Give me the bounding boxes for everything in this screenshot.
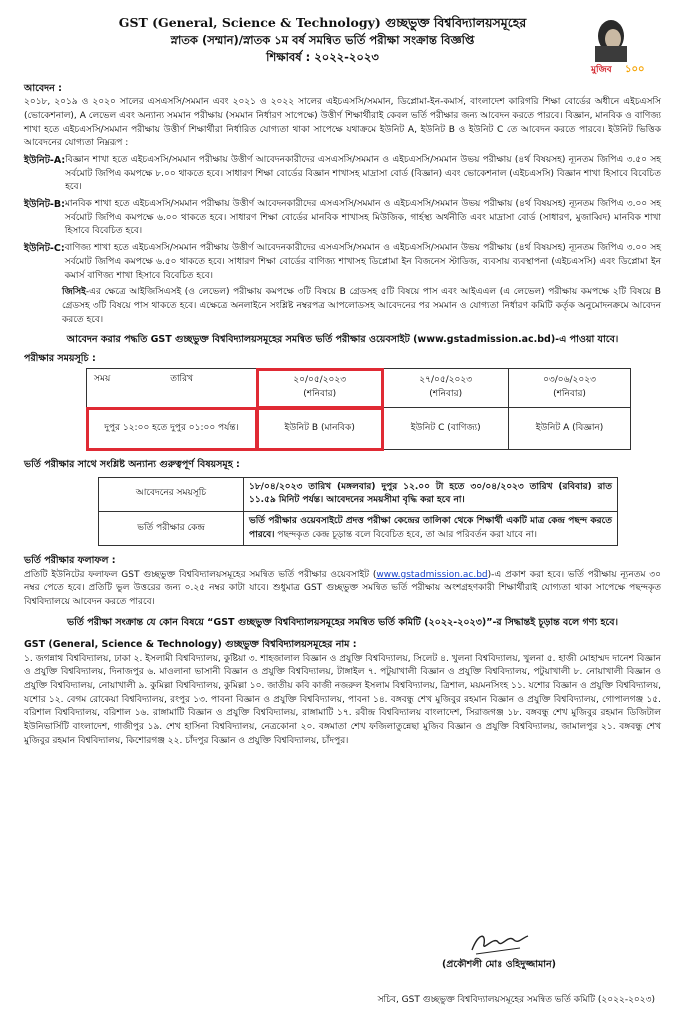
schedule-date-cell <box>257 369 383 408</box>
notice-header <box>24 14 661 80</box>
header-subtitle: স্নাতক (সম্মান)/স্নাতক ১ম বর্ষ সমন্বিত ভর্তি পরীক্ষা সংক্রান্ত বিজ্ঞপ্তি <box>170 33 475 48</box>
important-key: ভর্তি পরীক্ষার কেন্দ্র <box>99 511 244 545</box>
schedule-heading: পরীক্ষার সময়সূচি : <box>24 352 96 364</box>
universities-heading: GST (General, Science & Technology) গুচ্ছভুক্ত বিশ্ববিদ্যালয়সমূহের নাম : <box>24 639 357 651</box>
result-text-before: প্রতিটি ইউনিটের ফলাফল GST গুচ্ছভুক্ত বিশ্ববিদ্যালয়সমূহের সমন্বিত ভর্তি পরীক্ষার ওয়েবসাইট ( <box>24 569 377 580</box>
schedule-unit-cell: ইউনিট C (বাণিজ্য) <box>383 408 509 450</box>
signatory-name: (প্রকৌশলী মোঃ ওহিদুজ্জামান) <box>441 959 557 970</box>
unit-a-text: বিজ্ঞান শাখা হতে এইচএসসি/সমমান পরীক্ষায় উত্তীর্ণ আবেদনকারীদের এসএসসি/সমমান ও এইচএসসি/সমমান উভয় পরীক্ষায় (৪র্থ বিষয়সহ) ন্যূনতম জিপিএ ৩.৫০ সহ সর্বমোট জিপিএ কমপক্ষে ৮.০০ থাকতে হবে। সাধারণ শিক্ষা বোর্ডের বিজ্ঞান শাখাসহ মাদ্রাসা বোর্ড (বিজ্ঞান) এবং ভোকেশনাল (এইচএসসি) বিজ্ঞান শাখা হিসাবে বিবেচিত হবে। <box>65 155 661 193</box>
unit-b-label: ইউনিট-B: <box>24 199 65 211</box>
important-value-rest: পছন্দকৃত কেন্দ্র চূড়ান্ত বলে বিবেচিত হবে, তা আর পরিবর্তন করা যাবে না। <box>274 529 537 540</box>
important-heading: ভর্তি পরীক্ষার সাথে সংশ্লিষ্ট অন্যান্য গুরুত্বপূর্ণ বিষয়সমূহ : <box>24 459 240 471</box>
application-method: আবেদন করার পদ্ধতি GST গুচ্ছভুক্ত বিশ্ববিদ্যালয়সমূহের সমন্বিত ভর্তি পরীক্ষার ওয়েবসাইট (www.gstadmission.ac.bd)-এ পাওয়া যাবে। <box>66 334 619 346</box>
time-header: সময় <box>94 374 111 385</box>
schedule-date-cell <box>383 369 509 408</box>
result-heading: ভর্তি পরীক্ষার ফলাফল : <box>24 555 116 567</box>
schedule-time-cell: দুপুর ১২:০০ হতে দুপুর ০১:০০ পর্যন্ত। <box>87 408 257 450</box>
unit-b-eligibility <box>24 198 661 239</box>
gce-text: -এর ক্ষেত্রে আইজিসিএসই (ও লেভেল) পরীক্ষায় কমপক্ষে ৩টি বিষয়ে B গ্রেডসহ ৫টি বিষয়ে পাস এবং আইএএল (এ লেভেল) পরীক্ষায় কমপক্ষে ২টি বিষয়ে B গ্রেডসহ ৩টি বিষয়ে পাস থাকতে হবে। এক্ষেত্রে অনলাইনে সংশ্লিষ্ট নম্বরপত্র আপলোডসহ আবেদনের পর সমমান ও যোগ্যতা নির্ধারণ কমিটি কর্তৃক অনুমোদনক্রমে আবেদন করতে হবে। <box>62 287 661 325</box>
important-value <box>244 511 618 545</box>
important-value-bold: ভর্তি পরীক্ষার ওয়েবসাইটে প্রদত্ত পরীক্ষা কেন্দ্রের তালিকা থেকে শিক্ষার্থী একটি মাত্র কেন্দ্র পছন্দ করতে পারবে। <box>249 515 612 540</box>
header-title: GST (General, Science & Technology) গুচ্ছভুক্ত বিশ্ববিদ্যালয়সমূহের <box>118 15 527 30</box>
svg-text:১০০: ১০০ <box>625 64 645 75</box>
result-text-after: )-এ প্রকাশ করা হবে। ভর্তি পরীক্ষায় ন্যূনতম ৩০ নম্বর পেতে হবে। প্রতিটি ভুল উত্তরের জন্য ০.২৫ নম্বর কাটা যাবে। শুধুমাত্র GST গুচ্ছভুক্ত সমন্বিত ভর্তি পরীক্ষায় অংশগ্রহণকারী শিক্ষার্থীরাই যোগ্যতা থাকা সাপেক্ষে পছন্দকৃত বিশ্ববিদ্যালয়ে আবেদন করতে পারবে। <box>24 569 661 607</box>
gce-eligibility <box>24 286 661 327</box>
schedule-unit-cell: ইউনিট B (মানবিক) <box>257 408 383 450</box>
schedule-unit-cell: ইউনিট A (বিজ্ঞান) <box>509 408 631 450</box>
unit-c-eligibility <box>24 242 661 283</box>
unit-b-text: মানবিক শাখা হতে এইচএসসি/সমমান পরীক্ষায় উত্তীর্ণ আবেদনকারীদের এসএসসি/সমমান ও এইচএসসি/সমমান উভয় পরীক্ষায় (৪র্থ বিষয়সহ) ন্যূনতম জিপিএ ৩.০০ সহ সর্বমোট জিপিএ কমপক্ষে ৬.০০ থাকতে হবে। সাধারণ শিক্ষা বোর্ডের মানবিক শাখাসহ মিউজিক, গার্হস্থ্য অর্থনীতি এবং মাদ্রাসা বোর্ড (সাধারণ, মুজাব্বিদ) মানবিক শাখা হিসাবে বিবেচিত হবে। <box>64 199 661 237</box>
unit-a-eligibility <box>24 154 661 195</box>
important-value <box>244 477 618 511</box>
schedule-day: (শনিবার) <box>303 389 337 400</box>
result-text <box>24 569 661 610</box>
schedule-corner-cell <box>87 369 257 408</box>
important-info-table <box>98 477 618 547</box>
unit-c-text: বাণিজ্য শাখা হতে এইচএসসি/সমমান পরীক্ষায় উত্তীর্ণ আবেদনকারীদের এসএসসি/সমমান ও এইচএসসি/সমমান উভয় পরীক্ষায় (৪র্থ বিষয়সহ) ন্যূনতম জিপিএ ৩.০০ সহ সর্বমোট জিপিএ কমপক্ষে ৬.৫০ থাকতে হবে। সাধারণ শিক্ষা বোর্ডের বাণিজ্য শাখাসহ ডিপ্লোমা ইন বিজনেস স্টাডিজ, ব্যবসায় ব্যবস্থাপনা (এইচএসসি) এবং ডিপ্লোমা ইন কমার্স বাণিজ্য শাখা হিসাবে বিবেচিত হবে। <box>64 243 661 281</box>
exam-schedule-table <box>86 368 631 450</box>
admission-website-link[interactable]: www.gstadmission.ac.bd <box>376 569 488 580</box>
important-value-bold: ১৮/০৪/২০২৩ তারিখ (মঙ্গলবার) দুপুর ১২.০০ টা হতে ৩০/০৪/২০২৩ তারিখ (রবিবার) রাত ১১.৫৯ মিনিট পর্যন্ত। আবেদনের সময়সীমা বৃদ্ধি করা হবে না। <box>249 481 612 506</box>
svg-text:মুজিব: মুজিব <box>591 65 612 75</box>
unit-c-label: ইউনিট-C: <box>24 243 65 255</box>
committee-decision-line: ভর্তি পরীক্ষা সংক্রান্ত যে কোন বিষয়ে “GST গুচ্ছভুক্ত বিশ্ববিদ্যালয়সমূহের সমন্বিত ভর্তি কমিটি (২০২২-২০২৩)”-র সিদ্ধান্তই চূড়ান্ত বলে গণ্য হবে। <box>67 616 618 628</box>
application-heading: আবেদন : <box>24 83 62 94</box>
signatory-title: সচিব, GST গুচ্ছভুক্ত বিশ্ববিদ্যালয়সমূহের সমন্বিত ভর্তি কমিটি (২০২২-২০২৩) <box>377 995 655 1005</box>
gce-label: জিসিই <box>62 287 86 298</box>
header-session: শিক্ষাবর্ষ : ২০২২-২০২৩ <box>266 50 379 65</box>
important-key: আবেদনের সময়সূচি <box>99 477 244 511</box>
schedule-day: (শনিবার) <box>429 389 463 400</box>
schedule-date: ০৩/০৬/২০২৩ <box>543 375 596 386</box>
universities-list: ১. জগন্নাথ বিশ্ববিদ্যালয়, ঢাকা ২. ইসলামী বিশ্ববিদ্যালয়, কুষ্টিয়া ৩. শাহজালাল বিজ্ঞান ও প্রযুক্তি বিশ্ববিদ্যালয়, সিলেট ৪. খুলনা বিশ্ববিদ্যালয়, খুলনা ৫. হাজী মোহাম্মদ দানেশ বিজ্ঞান ও প্রযুক্তি বিশ্ববিদ্যালয়, দিনাজপুর ৬. মাওলানা ভাসানী বিজ্ঞান ও প্রযুক্তি বিশ্ববিদ্যালয়, টাঙ্গাইল ৭. পটুয়াখালী বিজ্ঞান ও প্রযুক্তি বিশ্ববিদ্যালয়, পটুয়াখালী ৮. নোয়াখালী বিজ্ঞান ও প্রযুক্তি বিশ্ববিদ্যালয়, নোয়াখালী ৯. কুমিল্লা বিশ্ববিদ্যালয়, কুমিল্লা ১০. জাতীয় কবি কাজী নজরুল ইসলাম বিশ্ববিদ্যালয়, ত্রিশাল, ময়মনসিংহ ১১. যশোর বিজ্ঞান ও প্রযুক্তি বিশ্ববিদ্যালয়, যশোর ১২. বেগম রোকেয়া বিশ্ববিদ্যালয়, রংপুর ১৩. পাবনা বিজ্ঞান ও প্রযুক্তি বিশ্ববিদ্যালয়, পাবনা ১৪. বঙ্গবন্ধু শেখ মুজিবুর রহমান বিজ্ঞান ও প্রযুক্তি বিশ্ববিদ্যালয়, গোপালগঞ্জ ১৫. বরিশাল বিশ্ববিদ্যালয়, বরিশাল ১৬. রাঙ্গামাটি বিজ্ঞান ও প্রযুক্তি বিশ্ববিদ্যালয়, রাঙ্গামাটি ১৭. রবীন্দ্র বিশ্ববিদ্যালয় বাংলাদেশ, সিরাজগঞ্জ ১৮. বঙ্গবন্ধু শেখ মুজিবুর রহমান ডিজিটাল ইউনিভার্সিটি বাংলাদেশ, গাজীপুর ১৯. শেখ হাসিনা বিশ্ববিদ্যালয়, নেত্রকোনা ২০. বঙ্গমাতা শেখ ফজিলাতুন্নেছা মুজিব বিজ্ঞান ও প্রযুক্তি বিশ্ববিদ্যালয়, জামালপুর ২১. বঙ্গবন্ধু শেখ মুজিবুর রহমান বিশ্ববিদ্যালয়, কিশোরগঞ্জ ২২. চাঁদপুর বিজ্ঞান ও প্রযুক্তি বিশ্ববিদ্যালয়, চাঁদপুর। <box>24 653 661 746</box>
schedule-date: ২৭/০৫/২০২৩ <box>419 375 473 386</box>
schedule-day: (শনিবার) <box>553 389 586 400</box>
mujib-100-logo <box>589 12 647 76</box>
handwritten-signature <box>464 928 534 958</box>
application-intro: ২০১৮, ২০১৯ ও ২০২০ সালের এসএসসি/সমমান এবং ২০২১ ও ২০২২ সালের এইচএসসি/সমমান, ডিপ্লোমা-ইন-কমার্স, বাংলাদেশ কারিগরি শিক্ষা বোর্ডের অধীনে এইচএসসি (ভোকেশনাল), A লেভেল এবং অন্যান্য সমমান পরীক্ষায় (সমমান নির্ধারণ সাপেক্ষে) উত্তীর্ণ শিক্ষার্থীরাই কেবল ভর্তি পরীক্ষার জন্য আবেদন করতে পারবে। বিজ্ঞান, মানবিক ও বাণিজ্য শাখা হতে এইচএসসি/সমমান পরীক্ষায় উত্তীর্ণ শিক্ষার্থীরা নির্ধারিত যোগ্যতা থাকা সাপেক্ষে যথাক্রমে ইউনিট A, ইউনিট B ও ইউনিট C তে আবেদন করতে পারবে। ইউনিট ভিত্তিক আবেদনের যোগ্যতা নিম্নরূপ : <box>24 97 661 149</box>
schedule-date-cell <box>509 369 631 408</box>
signature-block <box>359 928 639 972</box>
unit-a-label: ইউনিট-A: <box>24 155 66 167</box>
date-header: তারিখ <box>170 374 193 385</box>
schedule-date: ২০/০৫/২০২৩ <box>293 375 347 386</box>
